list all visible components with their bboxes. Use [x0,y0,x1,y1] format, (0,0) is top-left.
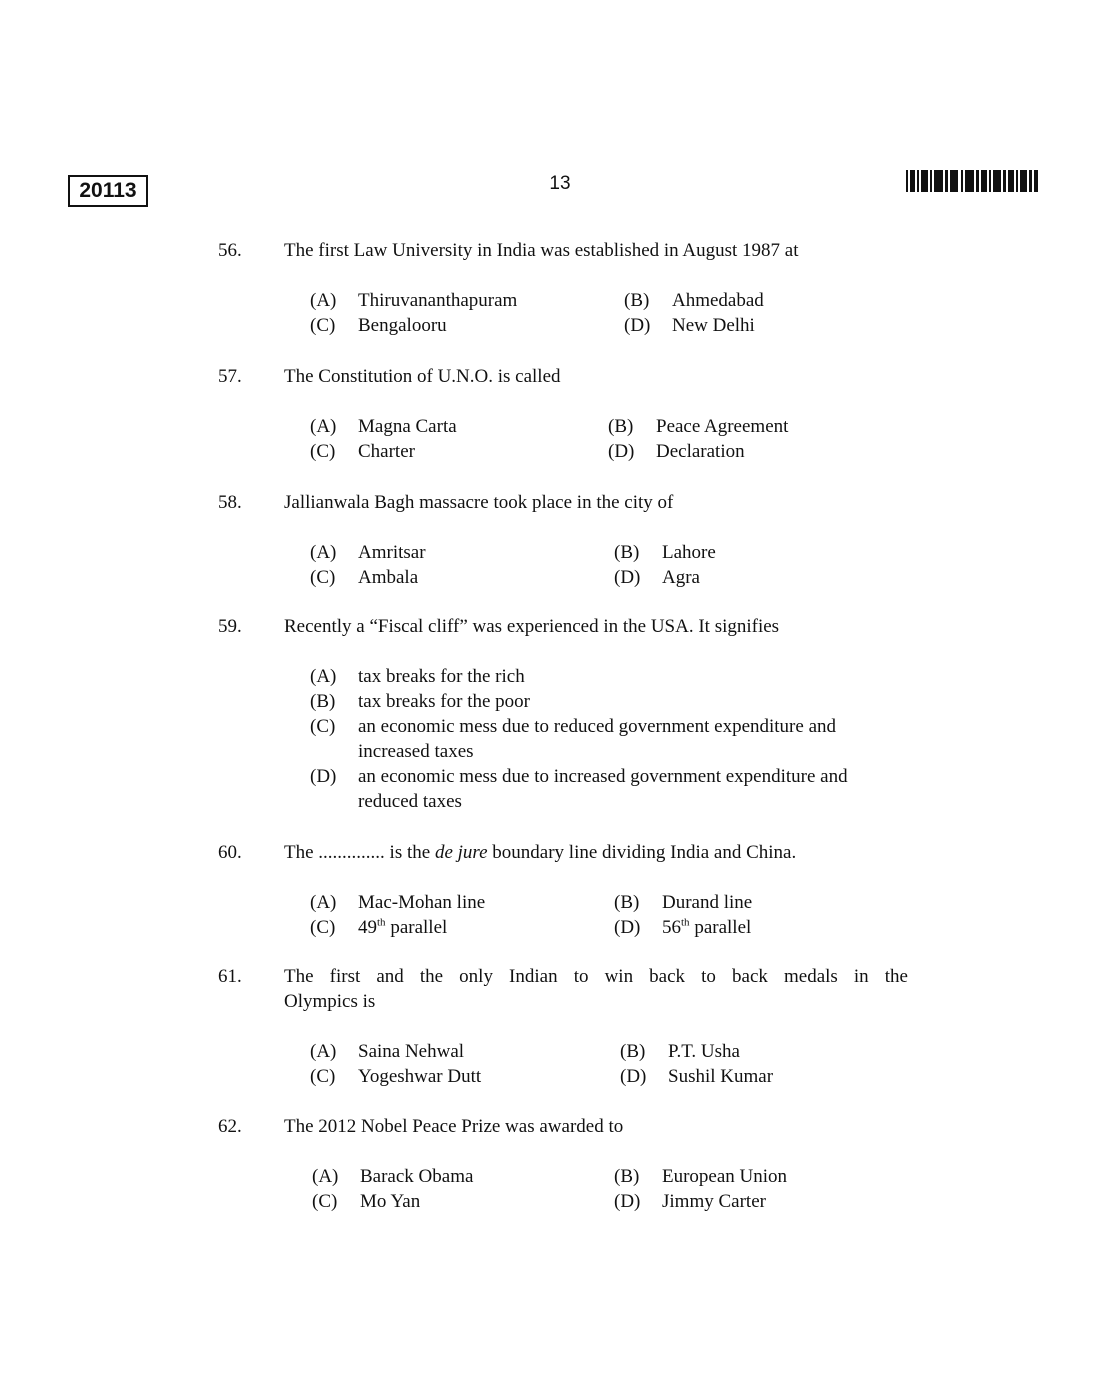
question-number: 60. [218,842,242,863]
question-number: 57. [218,366,242,387]
question-number: 61. [218,966,242,987]
question-text: The 2012 Nobel Peace Prize was awarded to [284,1116,624,1137]
question-text: The .............. is the de jure boundary line dividing India and China. [284,842,797,863]
question-number: 58. [218,492,242,513]
question-text: The first and the only Indian to win back to back medals in the Olympics is [284,966,908,1012]
question-text: The first Law University in India was established in August 1987 at [284,240,799,261]
paper-code-box: 20113 [68,175,148,207]
question-number: 56. [218,240,242,261]
page-number: 13 [549,173,571,194]
question-text: Jallianwala Bagh massacre took place in the city of [284,492,674,513]
exam-page: 20113 13 56. The first Law University in India was established in August 1987 at (A) Thiruvananthapuram (B) Ahmedabad (C) Bengalooru (D) New Delhi 57. The Constitution of U.N.O. is called (A) Magna Carta (B) Peace Agreement (C) Charter (D) Declaration 58. Jallianwala Bagh massacre took place in the city of (A) Amritsar (B) Lahore (C) Ambala (D) Agra 59. Recently a “Fiscal cliff” was experienced in the USA. It signifies (A) tax breaks for the rich (B) tax breaks for the poor (C) an economic mess due to reduced government expenditure and increased taxes (D) an economic mess due to increased government expenditure and reduced taxes 60. The .............. is the de jure boundary line dividing India and China. (A) Mac-Mohan line (B) Durand line (C) 49th parallel (D) 56th parallel 61. The first and the only Indian to win back to back medals in the Olympics is (A) Saina Nehwal (B) P.T. Usha (C) Yogeshwar Dutt (D) Sushil Kumar 62. The 2012 Nobel Peace Prize was awarded to (A) Barack Obama (B) European Union (C) Mo Yan (D) Jimmy Carter [0,0,1107,1383]
question-number: 62. [218,1116,242,1137]
question-number: 59. [218,616,242,637]
barcode-icon [906,170,1038,192]
question-text: Recently a “Fiscal cliff” was experienced in the USA. It signifies [284,616,780,637]
question-text: The Constitution of U.N.O. is called [284,366,561,387]
